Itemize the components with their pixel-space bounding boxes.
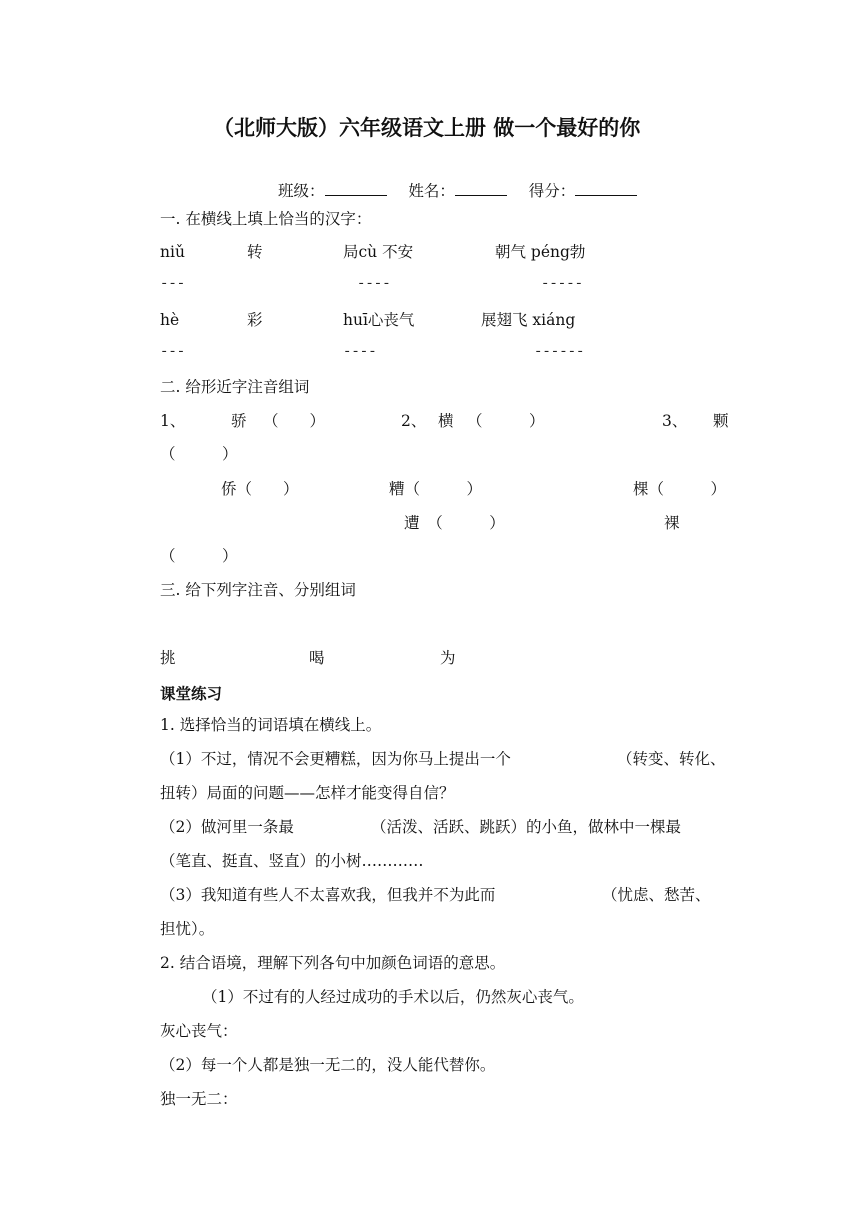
q2-sentence: （2）每一个人都是独一无二的，没人能代替你。 — [160, 1056, 496, 1074]
q2-sentence: （1）不过有的人经过成功的手术以后，仍然灰心丧气。 — [202, 988, 584, 1006]
s2-char-paren[interactable]: 侨（ ） — [221, 480, 299, 498]
s1-row1-item: 转 — [247, 243, 263, 261]
section3-heading: 三. 给下列字注音、分别组词 — [160, 581, 356, 599]
q2-answer-label[interactable]: 独一无二： — [160, 1090, 238, 1108]
s2-num: 2、 — [401, 412, 427, 430]
s1-row1-dash[interactable]: ----- — [541, 276, 584, 292]
q1-options: （忧虑、愁苦、 — [602, 886, 711, 904]
score-label: 得分： — [528, 182, 576, 200]
name-blank[interactable] — [455, 181, 507, 196]
s1-row2-dash[interactable]: --- — [160, 344, 186, 360]
s1-row1-item: 局cù 不安 — [343, 243, 414, 261]
class-blank[interactable] — [325, 181, 387, 196]
s2-num: 1、 — [160, 412, 186, 430]
q2-answer-label[interactable]: 灰心丧气： — [160, 1022, 238, 1040]
s1-row2-item: huī心丧气 — [343, 311, 415, 329]
s1-row1-dash[interactable]: --- — [160, 276, 186, 292]
s1-row1-item: niǔ — [160, 243, 185, 261]
q2-heading: 2. 结合语境，理解下列各句中加颜色词语的意思。 — [160, 954, 506, 972]
q1-sentence: （2）做河里一条最 — [160, 818, 294, 836]
s2-char: 裸 — [664, 514, 680, 532]
section2-heading: 二. 给形近字注音组词 — [160, 378, 310, 396]
q1-sentence: （1）不过，情况不会更糟糕，因为你马上提出一个 — [160, 750, 511, 768]
s2-char: 横 — [438, 412, 454, 430]
s1-row1-item: 朝气 péng勃 — [495, 243, 586, 261]
practice-heading: 课堂练习 — [160, 685, 223, 703]
class-label: 班级： — [278, 182, 325, 200]
info-line — [278, 181, 637, 200]
s2-paren[interactable]: （ ） — [160, 547, 238, 565]
s2-char: 颗 — [713, 412, 729, 430]
q1-heading: 1. 选择恰当的词语填在横线上。 — [160, 716, 382, 734]
s1-row2-dash[interactable]: ------ — [534, 344, 585, 360]
page-title: （北师大版）六年级语文上册 做一个最好的你 — [213, 115, 641, 140]
s2-paren[interactable]: （ ） — [263, 412, 326, 430]
s1-row2-item: hè — [160, 311, 180, 329]
section1-heading: 一. 在横线上填上恰当的汉字： — [160, 210, 372, 228]
s2-char-paren[interactable]: 遭 （ ） — [404, 514, 505, 532]
q1-options: （转变、转化、 — [617, 750, 726, 768]
q1-sentence: （3）我知道有些人不太喜欢我，但我并不为此而 — [160, 886, 496, 904]
s2-paren[interactable]: （ ） — [160, 445, 238, 463]
s1-row1-dash[interactable]: ---- — [357, 276, 391, 292]
score-blank[interactable] — [575, 181, 637, 196]
s3-char: 喝 — [309, 649, 325, 667]
q1-sentence: 扭转）局面的问题——怎样才能变得自信？ — [160, 784, 455, 802]
q1-sentence: （笔直、挺直、竖直）的小树………… — [160, 852, 424, 870]
s2-char-paren[interactable]: 棵（ ） — [633, 480, 727, 498]
q1-sentence: 担忧）。 — [160, 920, 215, 938]
s3-char: 挑 — [160, 649, 176, 667]
s2-char-paren[interactable]: 糟（ ） — [389, 480, 483, 498]
s1-row2-item: 彩 — [247, 311, 263, 329]
s1-row2-dash[interactable]: ---- — [343, 344, 377, 360]
s2-num: 3、 — [662, 412, 688, 430]
s1-row2-item: 展翅飞 xiáng — [481, 311, 576, 329]
s3-char: 为 — [440, 649, 456, 667]
s2-char: 骄 — [231, 412, 247, 430]
q1-options: （活泼、活跃、跳跃）的小鱼，做林中一棵最 — [371, 818, 682, 836]
name-label: 姓名： — [408, 182, 455, 200]
s2-paren[interactable]: （ ） — [467, 412, 545, 430]
